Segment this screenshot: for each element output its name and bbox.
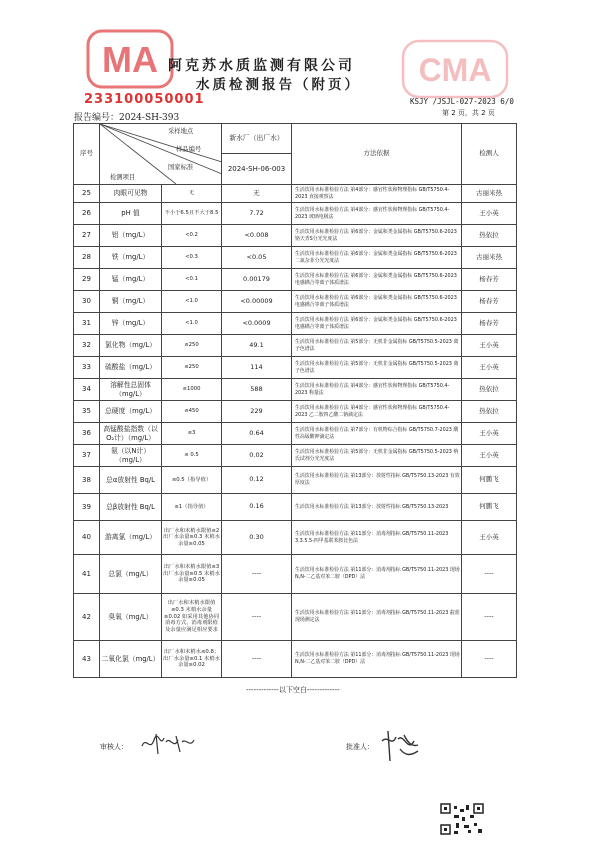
table-row bbox=[74, 521, 517, 555]
row-result: 49.1 bbox=[222, 335, 292, 357]
row-inspector: 王小英 bbox=[462, 521, 517, 555]
row-seq-no: 26 bbox=[74, 203, 100, 225]
table-row bbox=[74, 247, 517, 269]
row-standard: ≤1000 bbox=[162, 379, 222, 401]
row-standard: ≤250 bbox=[162, 335, 222, 357]
row-method: 生活饮用水标准检验方法 第6部分：金属和类金属指标 GB/T5750.6-2023 二氮杂菲分光光度法 bbox=[292, 247, 462, 269]
row-method: 生活饮用水标准检验方法 第13部分：放射性指标 GB/T5750.13-2023 有效厚度法 bbox=[292, 467, 462, 494]
row-result: <0.008 bbox=[222, 225, 292, 247]
row-item: 溶解性总固体（mg/L） bbox=[100, 379, 162, 401]
header-diagonal-cell bbox=[100, 124, 222, 185]
row-result: ---- bbox=[222, 641, 292, 678]
row-seq-no: 35 bbox=[74, 401, 100, 423]
row-item: 总硬度（mg/L） bbox=[100, 401, 162, 423]
row-seq-no: 31 bbox=[74, 313, 100, 335]
row-result: 0.00179 bbox=[222, 269, 292, 291]
header-std-label: 国家标准 bbox=[168, 164, 194, 171]
row-item: pH 值 bbox=[100, 203, 162, 225]
row-inspector: 王小英 bbox=[462, 335, 517, 357]
row-standard: ≤0.5（指导值） bbox=[162, 467, 222, 494]
row-seq-no: 43 bbox=[74, 641, 100, 678]
row-inspector: 古丽米热 bbox=[462, 247, 517, 269]
row-inspector: 古丽米热 bbox=[462, 185, 517, 203]
row-inspector: 热依拉 bbox=[462, 379, 517, 401]
row-item: 锰（mg/L） bbox=[100, 269, 162, 291]
ma-certification-stamp bbox=[85, 28, 175, 90]
row-result: 114 bbox=[222, 357, 292, 379]
row-result: <0.05 bbox=[222, 247, 292, 269]
row-standard: <1.0 bbox=[162, 291, 222, 313]
row-method: 生活饮用水标准检验方法 第4部分：感官性状和物理指标 GB/T5750.4-2023 称量法 bbox=[292, 379, 462, 401]
report-number: 报告编号：2024-SH-393 bbox=[74, 113, 180, 123]
header-site-label: 采样地点 bbox=[168, 128, 194, 135]
table-row bbox=[74, 467, 517, 494]
header-sample-value: 2024-SH-06-003 bbox=[227, 164, 286, 173]
row-method: 生活饮用水标准检验方法 第4部分：感官性状和物理指标 GB/T5750.4-2023 玻璃电极法 bbox=[292, 203, 462, 225]
row-seq-no: 32 bbox=[74, 335, 100, 357]
row-result: 无 bbox=[222, 185, 292, 203]
row-method: 生活饮用水标准检验方法 第6部分：金属和类金属指标 GB/T5750.6-2023 电感耦合等离子体质谱法 bbox=[292, 291, 462, 313]
row-standard: ≤3 bbox=[162, 423, 222, 445]
table-row bbox=[74, 379, 517, 401]
row-method: 生活饮用水标准检验方法 第4部分：感官性状和物理指标 GB/T5750.4-2023 乙二胺四乙酸二钠滴定法 bbox=[292, 401, 462, 423]
document-code: KSJY /JSJL-027-2023 6/0 bbox=[410, 97, 514, 106]
row-item: 总α放射性 Bq/L bbox=[100, 467, 162, 494]
row-inspector: 王小英 bbox=[462, 445, 517, 467]
header-sample-label: 样品编号 bbox=[176, 146, 202, 153]
row-seq-no: 41 bbox=[74, 555, 100, 594]
cma-stamp bbox=[400, 38, 510, 100]
row-seq-no: 34 bbox=[74, 379, 100, 401]
row-standard: 出厂水和末梢水限值≤0.3 末梢水余量≥0.02 如采用其他协同消毒方式，消毒剂限值及余量应满足相应要求 bbox=[162, 594, 222, 641]
row-result: 0.16 bbox=[222, 494, 292, 521]
page-info: 第 2 页，共 2 页 bbox=[442, 109, 495, 117]
table-row bbox=[74, 555, 517, 594]
table-row bbox=[74, 494, 517, 521]
row-inspector: 何鹏飞 bbox=[462, 494, 517, 521]
end-of-data-note: -------------以下空白------------- bbox=[246, 686, 340, 694]
row-seq-no: 29 bbox=[74, 269, 100, 291]
row-item: 肉眼可见物 bbox=[100, 185, 162, 203]
table-header-row bbox=[74, 124, 517, 185]
row-standard: <0.3 bbox=[162, 247, 222, 269]
auditor-signature bbox=[138, 728, 198, 756]
table-row bbox=[74, 291, 517, 313]
row-result: 7.72 bbox=[222, 203, 292, 225]
row-method: 生活饮用水标准检验方法 第5部分：无机非金属指标 GB/T5750.5-2023 纳氏试剂分光光度法 bbox=[292, 445, 462, 467]
report-title: 水质检测报告（附页） bbox=[196, 77, 361, 93]
table-row bbox=[74, 203, 517, 225]
row-inspector: 王小英 bbox=[462, 357, 517, 379]
row-item: 铜（mg/L） bbox=[100, 291, 162, 313]
row-standard: ≤1（指导值） bbox=[162, 494, 222, 521]
row-item: 锌（mg/L） bbox=[100, 313, 162, 335]
row-method: 生活饮用水标准检验方法 第13部分：放射性指标 GB/T5750.13-2023 bbox=[292, 494, 462, 521]
row-method: 生活饮用水标准检验方法 第7部分：有机物综合指标 GB/T5750.7-2023 酸性高锰酸钾滴定法 bbox=[292, 423, 462, 445]
row-seq-no: 36 bbox=[74, 423, 100, 445]
cma-stamp-text: CMA bbox=[418, 52, 492, 88]
row-item: 硫酸盐（mg/L） bbox=[100, 357, 162, 379]
row-seq-no: 42 bbox=[74, 594, 100, 641]
header-seq: 序号 bbox=[74, 124, 100, 185]
row-result: 0.64 bbox=[222, 423, 292, 445]
row-result: <0.00009 bbox=[222, 291, 292, 313]
row-seq-no: 39 bbox=[74, 494, 100, 521]
header-method: 方法依据 bbox=[292, 124, 462, 185]
row-inspector: 王小英 bbox=[462, 423, 517, 445]
table-row bbox=[74, 313, 517, 335]
header-site-sample bbox=[222, 124, 292, 185]
row-item: 二氧化氯（mg/L） bbox=[100, 641, 162, 678]
row-item: 氯化物（mg/L） bbox=[100, 335, 162, 357]
row-seq-no: 30 bbox=[74, 291, 100, 313]
table-row bbox=[74, 225, 517, 247]
header-site-value: 新水厂（出厂水） bbox=[222, 124, 291, 154]
row-item: 铝（mg/L） bbox=[100, 225, 162, 247]
row-method: 生活饮用水标准检验方法 第11部分：消毒剂指标 GB/T5750.11-2023 靛蓝现场测定法 bbox=[292, 594, 462, 641]
row-method: 生活饮用水标准检验方法 第6部分：金属和类金属指标 GB/T5750.6-2023 铬天青S分光光度法 bbox=[292, 225, 462, 247]
row-result: 0.12 bbox=[222, 467, 292, 494]
table-row bbox=[74, 594, 517, 641]
approver-signature bbox=[378, 727, 422, 765]
row-seq-no: 28 bbox=[74, 247, 100, 269]
row-standard: 出厂水和末梢水限值≤2 出厂水余量≥0.3 末梢水余量≥0.05 bbox=[162, 521, 222, 555]
row-method: 生活饮用水标准检验方法 第5部分：无机非金属指标 GB/T5750.5-2023 离子色谱法 bbox=[292, 357, 462, 379]
row-item: 总β放射性 Bq/L bbox=[100, 494, 162, 521]
row-result: 229 bbox=[222, 401, 292, 423]
row-method: 生活饮用水标准检验方法 第11部分：消毒剂指标 GB/T5750.11-2023 现场 N,N-二乙基对苯二胺（DPD）法 bbox=[292, 641, 462, 678]
table-row bbox=[74, 445, 517, 467]
table-row bbox=[74, 423, 517, 445]
row-method: 生活饮用水标准检验方法 第6部分：金属和类金属指标 GB/T5750.6-2023 电感耦合等离子体质谱法 bbox=[292, 269, 462, 291]
row-seq-no: 40 bbox=[74, 521, 100, 555]
row-result: <0.0009 bbox=[222, 313, 292, 335]
table-row bbox=[74, 357, 517, 379]
auditor-label: 审核人： bbox=[100, 743, 128, 751]
row-standard: ≤450 bbox=[162, 401, 222, 423]
row-standard: <1.0 bbox=[162, 313, 222, 335]
row-standard: ≤250 bbox=[162, 357, 222, 379]
table-row bbox=[74, 185, 517, 203]
row-method: 生活饮用水标准检验方法 第5部分：无机非金属指标 GB/T5750.5-2023 离子色谱法 bbox=[292, 335, 462, 357]
row-seq-no: 37 bbox=[74, 445, 100, 467]
row-result: 0.30 bbox=[222, 521, 292, 555]
row-standard: 出厂水和末梢水≤0.8；出厂水余量≥0.1 末梢水余量≥0.02 bbox=[162, 641, 222, 678]
table-row bbox=[74, 269, 517, 291]
row-item: 铁（mg/L） bbox=[100, 247, 162, 269]
row-item: 臭氧（mg/L） bbox=[100, 594, 162, 641]
row-result: 588 bbox=[222, 379, 292, 401]
qr-code-icon bbox=[440, 803, 484, 835]
table-row bbox=[74, 335, 517, 357]
table-row bbox=[74, 641, 517, 678]
row-inspector: ---- bbox=[462, 641, 517, 678]
row-item: 游离氯（mg/L） bbox=[100, 521, 162, 555]
row-method: 生活饮用水标准检验方法 第11部分：消毒剂指标 GB/T5750.11-2023 现场 N,N-二乙基对苯二胺（DPD）法 bbox=[292, 555, 462, 594]
row-method: 生活饮用水标准检验方法 第6部分：金属和类金属指标 GB/T5750.6-2023 电感耦合等离子体质谱法 bbox=[292, 313, 462, 335]
table-row bbox=[74, 401, 517, 423]
row-standard: <0.1 bbox=[162, 269, 222, 291]
row-standard: 无 bbox=[162, 185, 222, 203]
row-method: 生活饮用水标准检验方法 第11部分：消毒剂指标 GB/T5750.11-2023 3.3.5.5-四甲基联苯胺比色法 bbox=[292, 521, 462, 555]
row-seq-no: 33 bbox=[74, 357, 100, 379]
row-inspector: 热依拉 bbox=[462, 401, 517, 423]
row-result: 0.02 bbox=[222, 445, 292, 467]
row-inspector: 热依拉 bbox=[462, 225, 517, 247]
row-standard: 出厂水和末梢水限值≤3 出厂水余量≥0.5 末梢水余量≥0.05 bbox=[162, 555, 222, 594]
row-seq-no: 25 bbox=[74, 185, 100, 203]
row-method: 生活饮用水标准检验方法 第4部分：感官性状和物理指标 GB/T5750.4-2023 直接观察法 bbox=[292, 185, 462, 203]
results-table bbox=[73, 123, 517, 678]
row-item: 高锰酸盐指数（以O₂计）（mg/L） bbox=[100, 423, 162, 445]
row-inspector: 何鹏飞 bbox=[462, 467, 517, 494]
row-standard: <0.2 bbox=[162, 225, 222, 247]
row-seq-no: 27 bbox=[74, 225, 100, 247]
row-item: 氨（以N计）（mg/L） bbox=[100, 445, 162, 467]
row-standard: 不小于6.5且不大于8.5 bbox=[162, 203, 222, 225]
row-inspector: 杨春芳 bbox=[462, 313, 517, 335]
row-result: ---- bbox=[222, 555, 292, 594]
row-seq-no: 38 bbox=[74, 467, 100, 494]
row-inspector: 王小英 bbox=[462, 203, 517, 225]
row-inspector: 杨春芳 bbox=[462, 291, 517, 313]
header-item-label: 检测项目 bbox=[110, 174, 136, 181]
row-inspector: 杨春芳 bbox=[462, 269, 517, 291]
company-name: 阿克苏水质监测有限公司 bbox=[168, 58, 355, 74]
row-item: 总氯（mg/L） bbox=[100, 555, 162, 594]
row-inspector: ---- bbox=[462, 594, 517, 641]
row-inspector: ---- bbox=[462, 555, 517, 594]
row-standard: ≤ 0.5 bbox=[162, 445, 222, 467]
header-inspector: 检测人 bbox=[462, 124, 517, 185]
ma-stamp-text: MA bbox=[102, 39, 158, 80]
row-result: ---- bbox=[222, 594, 292, 641]
approver-label: 批准人： bbox=[346, 743, 374, 751]
certificate-number: 233100050001 bbox=[84, 92, 205, 107]
